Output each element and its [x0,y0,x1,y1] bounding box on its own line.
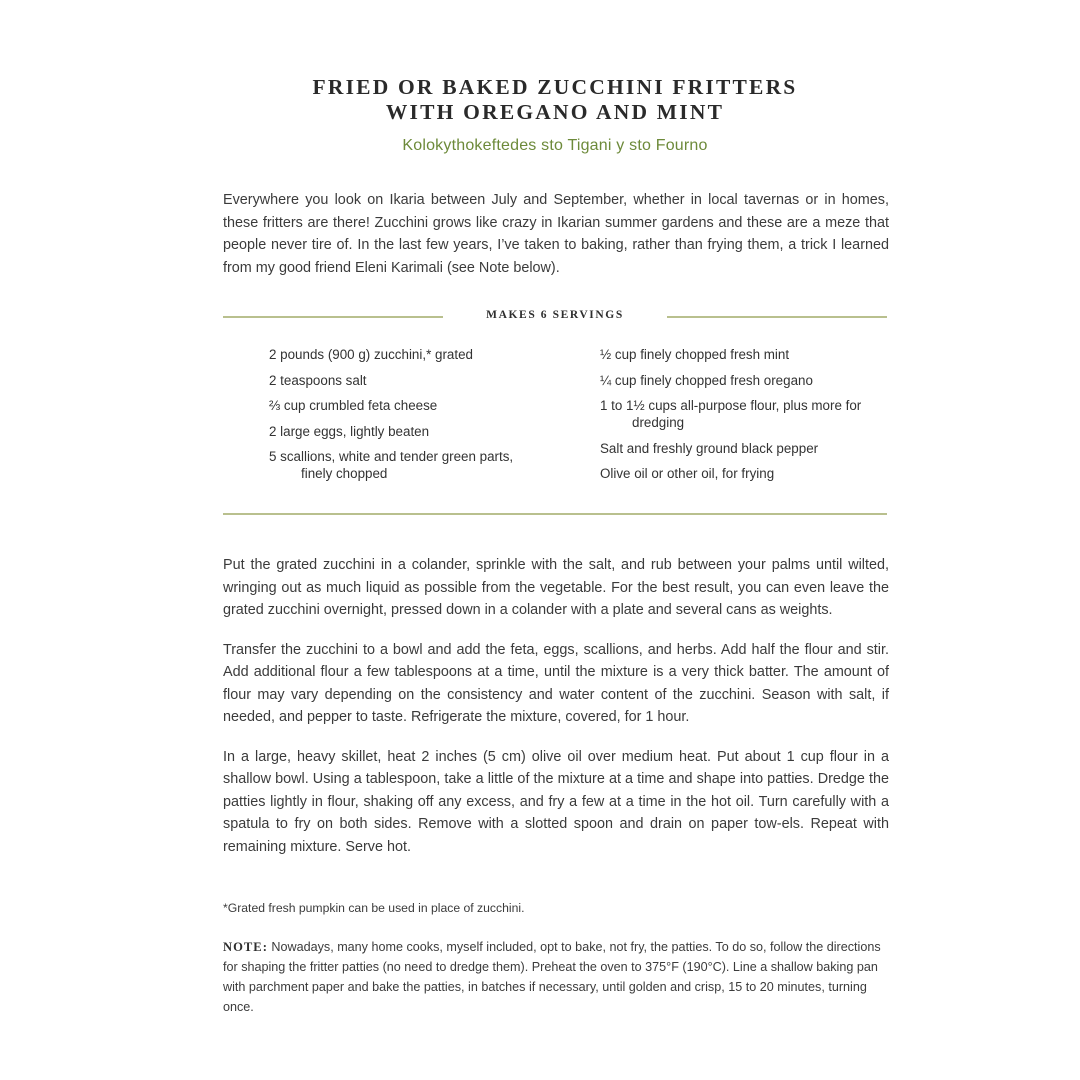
ingredient-item: Salt and freshly ground black pepper [600,440,819,456]
servings-label: MAKES 6 SERVINGS [486,309,624,321]
method-step-1: Put the grated zucchini in a colander, sprinkle with the salt, and rub between your palms until wilted, wringing out as much liquid as possible from the vegetable. For the best result, you can even leave the grated zucchini overnight, pressed down in a colander with a plate and several cans as weights. [223,557,889,618]
recipe-subtitle: Kolokythokeftedes sto Tigani y sto Fourno [402,137,708,154]
ingredient-item: ¼ cup finely chopped fresh oregano [600,372,813,388]
servings-header [223,307,887,327]
ingredient-item: ⅔ cup crumbled feta cheese [269,398,438,413]
method-steps [223,554,889,875]
ingredient-item: 2 pounds (900 g) zucchini,* grated [269,347,473,362]
ingredient-item: 1 to 1½ cups all-purpose flour, plus more for dredging [600,398,862,430]
note-paragraph [223,937,889,1017]
method-step-3: In a large, heavy skillet, heat 2 inches (5 cm) olive oil over medium heat. Put about 1 cup flour in a shallow bowl. Using a tablespoon, take a little of the mixture at a time and shape into patties. Dredge the patties lightly in flour, shaking off any excess, and fry a few at a time in the hot oil. Turn carefully with a spatula to fry on both sides. Remove with a slotted spoon and drain on paper tow-els. Repeat with remaining mixture. Serve hot. [223,748,889,855]
ingredient-item: 2 teaspoons salt [269,372,367,388]
ingredient-item: 2 large eggs, lightly beaten [269,423,430,439]
recipe-title-line-1: FRIED OR BAKED ZUCCHINI FRITTERS [312,75,798,99]
ingredients-column-right [600,346,890,491]
method-step-2: Transfer the zucchini to a bowl and add the feta, eggs, scallions, and herbs. Add half the flour and stir. Add additional flour a few tablespoons at a time, until the mixture is a very thick batter. The amount of flour may vary depending on the consistency and water content of the zucchini. Season with salt, if needed, and pepper to taste. Refrigerate the mixture, covered, for 1 hour. [223,641,889,725]
ingredients-column-left [269,346,539,491]
note-label: NOTE: [223,940,268,954]
ingredient-item: ½ cup finely chopped fresh mint [600,347,790,362]
intro-paragraph: Everywhere you look on Ikaria between July and September, whether in local tavernas or in homes, these fritters are there! Zucchini grows like crazy in Ikarian summer gardens and these are a meze that people never tire of. In the last few years, I’ve taken to baking, rather than frying them, a trick I learned from my good friend Eleni Karimali (see Note below). [223,192,889,276]
recipe-title-line-2: WITH OREGANO AND MINT [385,100,725,124]
note-text: Nowadays, many home cooks, myself included, opt to bake, not fry, the patties. To do so, follow the directions for shaping the fritter patties (no need to dredge them). Preheat the oven to 375°F (190°C). Line a shallow baking pan with parchment paper and bake the patties, in batches if necessary, until golden and crisp, 15 to 20 minutes, turning once. [223,940,881,1014]
divider-right [667,316,887,318]
ingredient-item: 5 scallions, white and tender green parts, finely chopped [269,449,514,481]
divider-bottom [223,513,887,515]
recipe-title [0,75,1080,125]
ingredient-item: Olive oil or other oil, for frying [600,466,775,481]
footnote: *Grated fresh pumpkin can be used in place of zucchini. [223,901,525,915]
